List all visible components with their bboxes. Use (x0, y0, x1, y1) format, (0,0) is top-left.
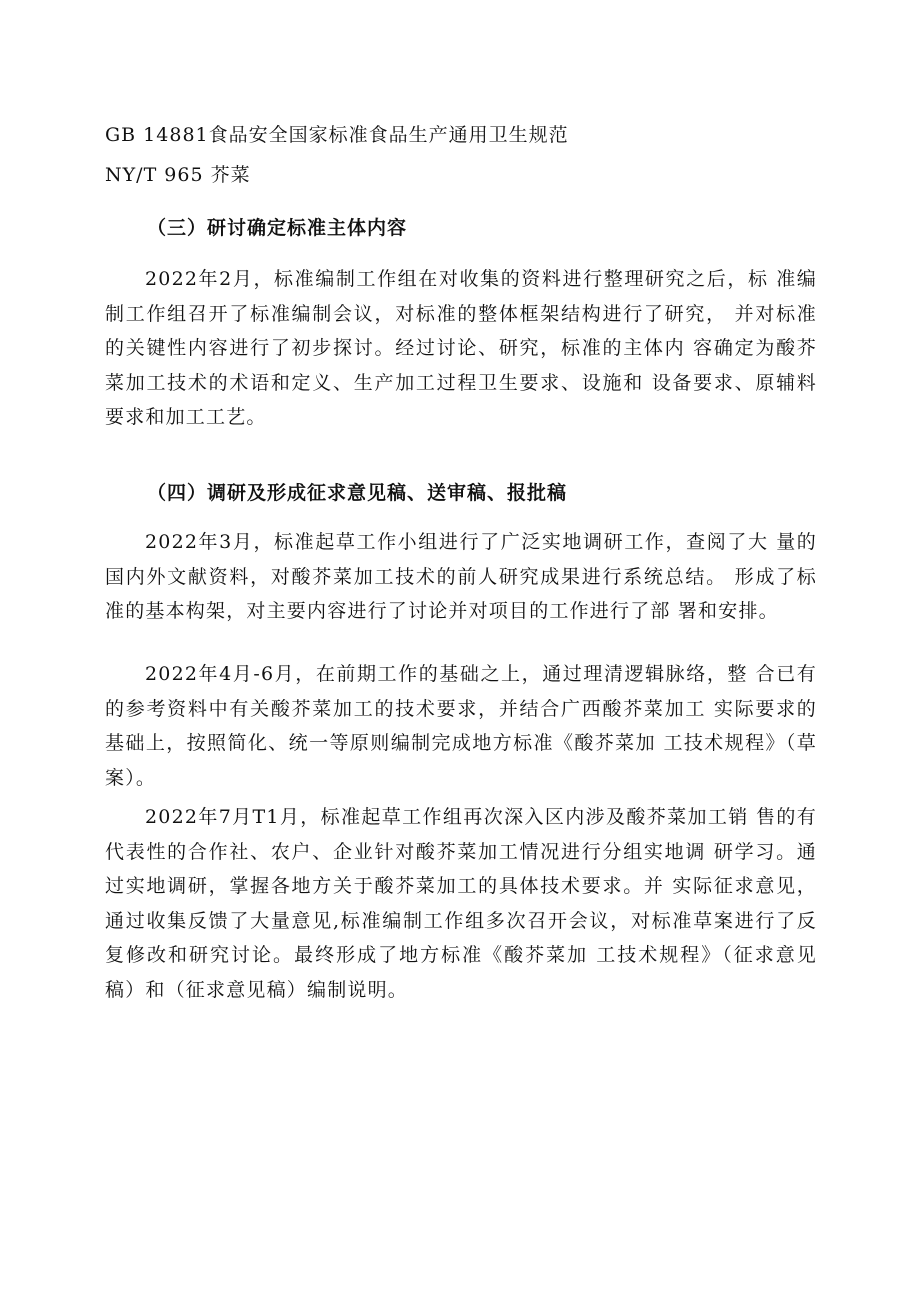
section-4-paragraph-march: 2022年3月，标准起草工作小组进行了广泛实地调研工作，查阅了大 量的国内外文献资料，对酸芥菜加工技术的前人研究成果进行系统总结。 形成了标准的基本构架，对主要内容进行了讨论并对项目的工作进行了部 署和安排。 (105, 531, 817, 622)
reference-ny-t-965: NY/T 965 芥菜 (105, 164, 251, 186)
section-4-paragraph-april-june: 2022年4月-6月，在前期工作的基础之上，通过理清逻辑脉络，整 合已有的参考资料中有关酸芥菜加工的技术要求，并结合广西酸芥菜加工 实际要求的基础上，按照简化、统一等原则编制完成地方标准《酸芥菜加 工技术规程》（草案）。 (105, 663, 817, 789)
section-3-heading: （三）研讨确定标准主体内容 (147, 217, 408, 239)
section-3-paragraph: 2022年2月，标准编制工作组在对收集的资料进行整理研究之后，标 准编制工作组召开了标准编制会议，对标准的整体框架结构进行了研究， 并对标准的关键性内容进行了初步探讨。经过讨论、研究，标准的主体内 容确定为酸芥菜加工技术的术语和定义、生产加工过程卫生要求、设施和 设备要求、原辅料要求和加工工艺。 (105, 268, 817, 428)
section-4-heading: （四）调研及形成征求意见稿、送审稿、报批稿 (147, 482, 568, 504)
reference-gb-14881: GB 14881食品安全国家标准食品生产通用卫生规范 (105, 124, 569, 146)
section-4-paragraph-july-november: 2022年7月T1月，标准起草工作组再次深入区内涉及酸芥菜加工销 售的有代表性的合作社、农户、企业针对酸芥菜加工情况进行分组实地调 研学习。通过实地调研，掌握各地方关于酸芥菜加工的具体技术要求。并 实际征求意见，通过收集反馈了大量意见,标准编制工作组多次召开会议，对标准草案进行了反复修改和研究讨论。最终形成了地方标准《酸芥菜加 工技术规程》（征求意见稿）和（征求意见稿）编制说明。 (105, 806, 817, 1001)
